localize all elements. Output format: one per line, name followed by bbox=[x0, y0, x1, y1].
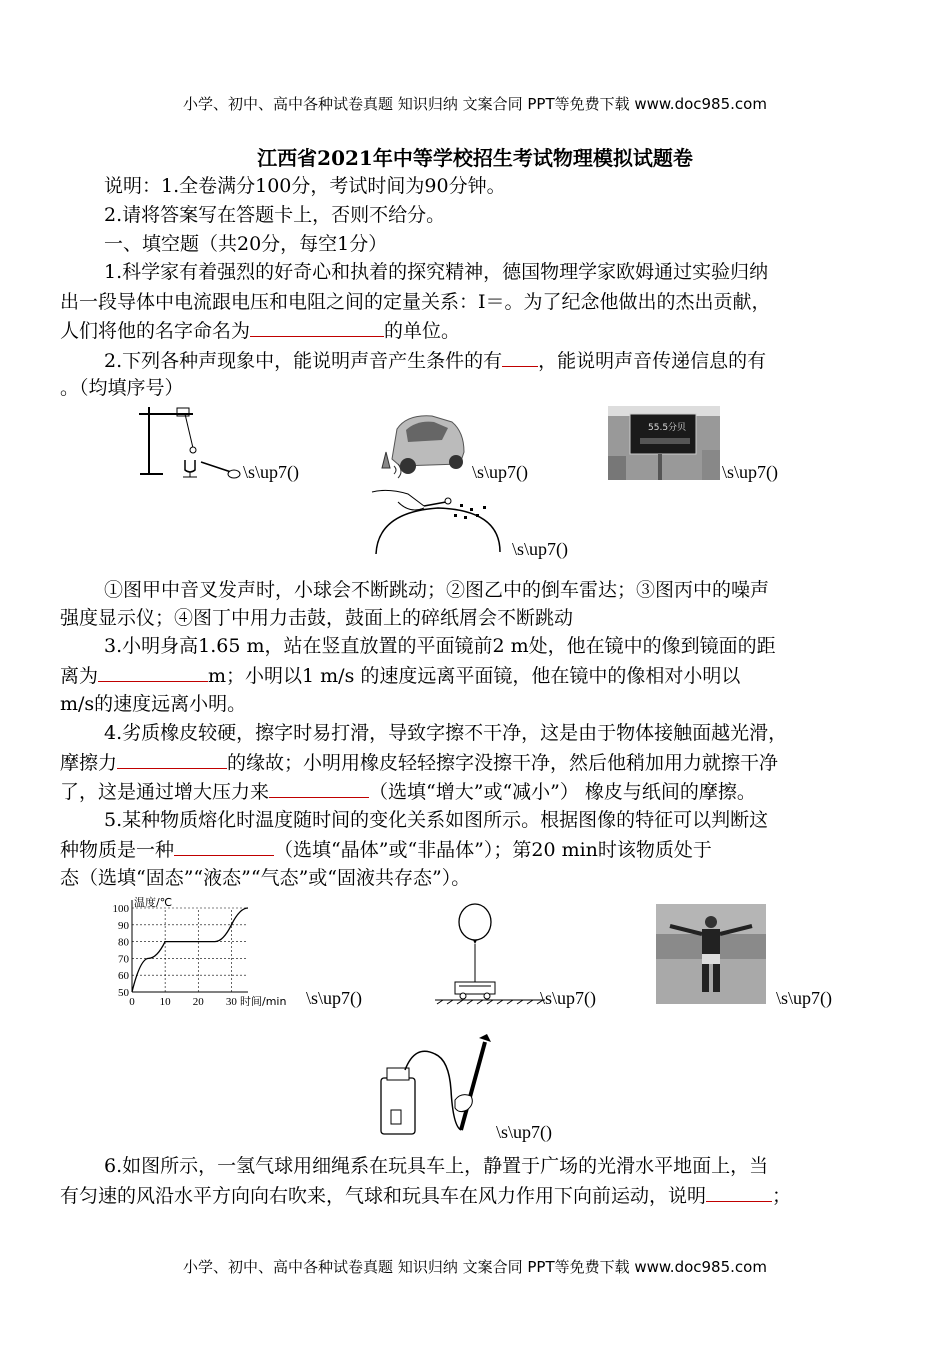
page-footer: 小学、初中、高中各种试卷真题 知识归纳 文案合同 PPT等免费下载 www.doc985.com bbox=[183, 1258, 767, 1276]
q5-line2 bbox=[60, 835, 890, 864]
page-header: 小学、初中、高中各种试卷真题 知识归纳 文案合同 PPT等免费下载 www.doc985.com bbox=[183, 95, 767, 113]
x-tick-label: 0 bbox=[129, 996, 135, 1006]
q2-items-line1: ①图甲中音叉发声时，小球会不断跳动；②图乙中的倒车雷达；③图丙中的噪声 bbox=[104, 579, 770, 601]
y-tick-label: 70 bbox=[118, 953, 129, 966]
q3-line1: 3.小明身高1.65 m，站在竖直放置的平面镜前2 m处，他在镜中的像到镜面的距 bbox=[104, 635, 776, 657]
q3-line3: m/s的速度远离小明。 bbox=[60, 693, 247, 715]
x-axis-label: 时间/min bbox=[240, 995, 287, 1006]
x-tick-label: 10 bbox=[159, 996, 171, 1006]
melting-curve bbox=[132, 908, 248, 992]
q1-line3-b: 的单位。 bbox=[384, 320, 461, 342]
melting-chart bbox=[100, 894, 310, 1006]
q4-line3-b: （选填“增大”或“减小”） 橡皮与纸间的摩擦。 bbox=[369, 781, 756, 803]
figure-caption-a: \s\up7() bbox=[243, 462, 299, 482]
note-1: 说明：1.全卷满分100分，考试时间为90分钟。 bbox=[104, 175, 506, 197]
chart-grid bbox=[132, 908, 248, 992]
x-tick-label: 30 bbox=[225, 996, 237, 1006]
tuning-fork-figure bbox=[135, 402, 245, 482]
q4-line3 bbox=[60, 777, 890, 806]
q4-line2 bbox=[60, 748, 890, 777]
q1-line3 bbox=[60, 316, 890, 345]
y-axis-label: 温度/℃ bbox=[134, 896, 173, 909]
q6-line2-b: ； bbox=[772, 1185, 792, 1207]
q6-line2 bbox=[60, 1181, 890, 1210]
reversing-car-figure bbox=[372, 404, 482, 484]
q3-line2 bbox=[60, 661, 890, 690]
figure-caption-d: \s\up7() bbox=[512, 539, 568, 559]
q6-answer-blank[interactable] bbox=[706, 1181, 772, 1202]
q1-line2: 出一段导体中电流跟电压和电阻之间的定量关系：I＝。为了纪念他做出的杰出贡献， bbox=[60, 291, 771, 313]
y-tick-label: 100 bbox=[112, 903, 129, 915]
x-tick-label: 20 bbox=[192, 996, 204, 1006]
y-tick-label: 80 bbox=[118, 936, 129, 949]
figure-caption-g: \s\up7() bbox=[776, 988, 832, 1008]
q3-answer-blank[interactable] bbox=[98, 661, 208, 682]
figure-caption-c: \s\up7() bbox=[722, 462, 778, 482]
figure-caption-h: \s\up7() bbox=[496, 1122, 552, 1142]
page-title: 江西省2021年中等学校招生考试物理模拟试题卷 bbox=[257, 146, 693, 170]
q5-line2-b: （选填“晶体”或“非晶体”）；第20 min时该物质处于 bbox=[274, 839, 712, 861]
q6-line1: 6.如图所示，一氢气球用细绳系在玩具车上，静置于广场的光滑水平地面上，当 bbox=[104, 1155, 769, 1177]
pump-bottle-figure bbox=[375, 1030, 505, 1140]
q5-line3: 态（选填“固态”“液态”“气态”或“固液共存态”）。 bbox=[60, 867, 471, 889]
noise-display-figure bbox=[608, 406, 720, 480]
q2-line1-a: 2.下列各种声现象中，能说明声音产生条件的有 bbox=[104, 350, 503, 372]
balloon-car-figure bbox=[435, 900, 545, 1006]
note-2: 2.请将答案写在答题卡上，否则不给分。 bbox=[104, 204, 446, 226]
figure-caption-f: \s\up7() bbox=[540, 988, 596, 1008]
drum-figure bbox=[368, 484, 508, 564]
q2-items-line2: 强度显示仪；④图丁中用力击鼓，鼓面上的碎纸屑会不断跳动 bbox=[60, 607, 574, 629]
q4-answer-blank-1[interactable] bbox=[117, 748, 227, 769]
q5-line2-a: 种物质是一种 bbox=[60, 839, 175, 861]
figure-caption-b: \s\up7() bbox=[472, 462, 528, 482]
q4-line1: 4.劣质橡皮较硬，擦字时易打滑，导致字擦不干净，这是由于物体接触面越光滑， bbox=[104, 722, 788, 744]
person-photo-figure bbox=[656, 904, 766, 1004]
q5-answer-blank[interactable] bbox=[174, 835, 274, 856]
display-reading: 55.5分贝 bbox=[648, 423, 687, 433]
figure-caption-e: \s\up7() bbox=[306, 988, 362, 1008]
q4-line2-b: 的缘故；小明用橡皮轻轻擦字没擦干净，然后他稍加用力就擦干净 bbox=[227, 752, 779, 774]
q3-line2-b: m；小明以1 m/s 的速度远离平面镜，他在镜中的像相对小明以 bbox=[208, 665, 741, 687]
q4-answer-blank-2[interactable] bbox=[269, 777, 369, 798]
q2-line1 bbox=[104, 346, 890, 375]
q1-line1: 1.科学家有着强烈的好奇心和执着的探究精神，德国物理学家欧姆通过实验归纳 bbox=[104, 261, 769, 283]
q2-line1-b: ，能说明声音传递信息的有 bbox=[538, 350, 767, 372]
q2-answer-blank[interactable] bbox=[502, 346, 538, 367]
q2-line2: 。（均填序号） bbox=[60, 377, 184, 399]
y-tick-label: 90 bbox=[118, 919, 129, 932]
q4-line3-a: 了，这是通过增大压力来 bbox=[60, 781, 270, 803]
q3-line2-a: 离为 bbox=[60, 665, 99, 687]
q1-line3-a: 人们将他的名字命名为 bbox=[60, 320, 251, 342]
q4-line2-a: 摩擦力 bbox=[60, 752, 118, 774]
q6-line2-a: 有匀速的风沿水平方向向右吹来，气球和玩具车在风力作用下向前运动，说明 bbox=[60, 1185, 707, 1207]
q5-line1: 5.某种物质熔化时温度随时间的变化关系如图所示。根据图像的特征可以判断这 bbox=[104, 809, 769, 831]
section-heading: 一、填空题（共20分，每空1分） bbox=[104, 233, 388, 255]
y-tick-label: 50 bbox=[118, 987, 129, 999]
y-tick-label: 60 bbox=[118, 970, 129, 983]
q1-answer-blank[interactable] bbox=[250, 316, 384, 337]
